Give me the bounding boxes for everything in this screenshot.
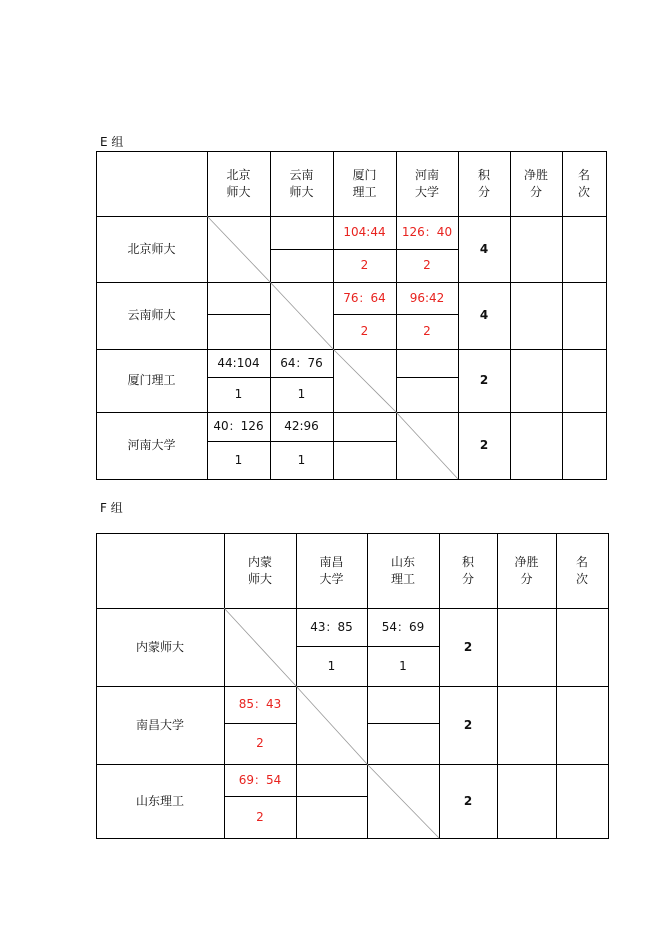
team-name: 厦门理工: [127, 373, 176, 387]
points-cell: 2: [423, 324, 431, 338]
header-cell: 云南 师大: [289, 167, 314, 199]
header-cell: 内蒙 师大: [247, 554, 272, 586]
team-name: 云南师大: [127, 308, 176, 322]
net-score-cell: [510, 216, 562, 282]
score-cell: [296, 764, 367, 796]
total-points: 2: [479, 373, 489, 387]
score-cell: [207, 282, 270, 314]
diagonal-cell: [224, 608, 296, 686]
score-cell: [367, 686, 439, 723]
score-cell: 43：85: [310, 619, 353, 634]
points-cell: 1: [234, 452, 243, 467]
points-cell: [270, 249, 333, 282]
header-cell: 名 次: [577, 167, 590, 199]
group-e-title: E 组: [100, 135, 124, 149]
score-cell: 126：40: [401, 225, 453, 239]
score-cell: 76：64: [343, 290, 386, 305]
team-name: 河南大学: [127, 438, 176, 452]
header-cell: 北京 师大: [226, 167, 251, 199]
header-cell: 山东 理工: [390, 554, 415, 586]
diagonal-cell: [270, 282, 333, 349]
points-cell: 1: [297, 452, 306, 467]
points-cell: [207, 314, 270, 349]
score-cell: 44:104: [217, 355, 260, 370]
rank-cell: [562, 412, 606, 479]
net-score-cell: [510, 282, 562, 349]
score-cell: 42:96: [284, 419, 319, 433]
score-cell: 85：43: [238, 697, 282, 711]
total-points: 2: [463, 717, 473, 732]
rank-cell: [562, 216, 606, 282]
group-f-title: F 组: [100, 501, 123, 515]
header-cell: 厦门 理工: [352, 167, 377, 199]
header-cell: 名 次: [575, 554, 588, 586]
score-cell: [396, 349, 458, 377]
net-score-cell: [497, 608, 556, 686]
team-name: 南昌大学: [135, 717, 184, 732]
rank-cell: [556, 764, 608, 838]
rank-cell: [556, 608, 608, 686]
score-cell: [333, 412, 396, 441]
points-cell: [296, 796, 367, 838]
score-cell: [270, 216, 333, 249]
total-points: 2: [463, 793, 473, 808]
points-cell: 2: [360, 258, 369, 272]
total-points: 2: [463, 639, 473, 654]
net-score-cell: [510, 349, 562, 412]
score-cell: 96:42: [409, 290, 445, 305]
points-cell: 1: [234, 387, 243, 401]
points-cell: 2: [256, 809, 264, 824]
total-points: 4: [479, 308, 489, 322]
points-cell: [396, 377, 458, 412]
rank-cell: [562, 349, 606, 412]
header-cell: 南昌 大学: [319, 554, 344, 586]
points-cell: [367, 723, 439, 764]
header-cell: 河南 大学: [414, 167, 439, 199]
points-cell: [333, 441, 396, 479]
points-cell: 2: [256, 736, 264, 750]
points-cell: 1: [327, 658, 336, 673]
points-cell: 1: [297, 387, 306, 401]
score-cell: 69：54: [238, 772, 282, 787]
net-score-cell: [497, 686, 556, 764]
score-cell: 104:44: [343, 225, 386, 239]
total-points: 4: [479, 241, 489, 256]
points-cell: 2: [360, 324, 369, 338]
points-cell: 2: [423, 258, 431, 272]
team-name: 内蒙师大: [135, 639, 184, 654]
team-name: 北京师大: [127, 241, 176, 256]
header-cell: 净胜 分: [523, 167, 548, 199]
points-cell: 1: [399, 658, 407, 673]
diagonal-cell: [296, 686, 367, 764]
rank-cell: [562, 282, 606, 349]
header-cell: 积 分: [477, 167, 490, 199]
score-cell: 64：76: [280, 355, 323, 370]
team-name: 山东理工: [135, 793, 184, 808]
header-cell: 积 分: [461, 554, 474, 586]
total-points: 2: [479, 438, 489, 452]
diagonal-cell: [207, 216, 270, 282]
diagonal-cell: [367, 764, 439, 838]
header-cell: 净胜 分: [514, 554, 539, 586]
net-score-cell: [510, 412, 562, 479]
diagonal-cell: [396, 412, 458, 479]
score-cell: 40：126: [213, 419, 264, 433]
rank-cell: [556, 686, 608, 764]
net-score-cell: [497, 764, 556, 838]
score-cell: 54：69: [381, 619, 425, 634]
diagonal-cell: [333, 349, 396, 412]
